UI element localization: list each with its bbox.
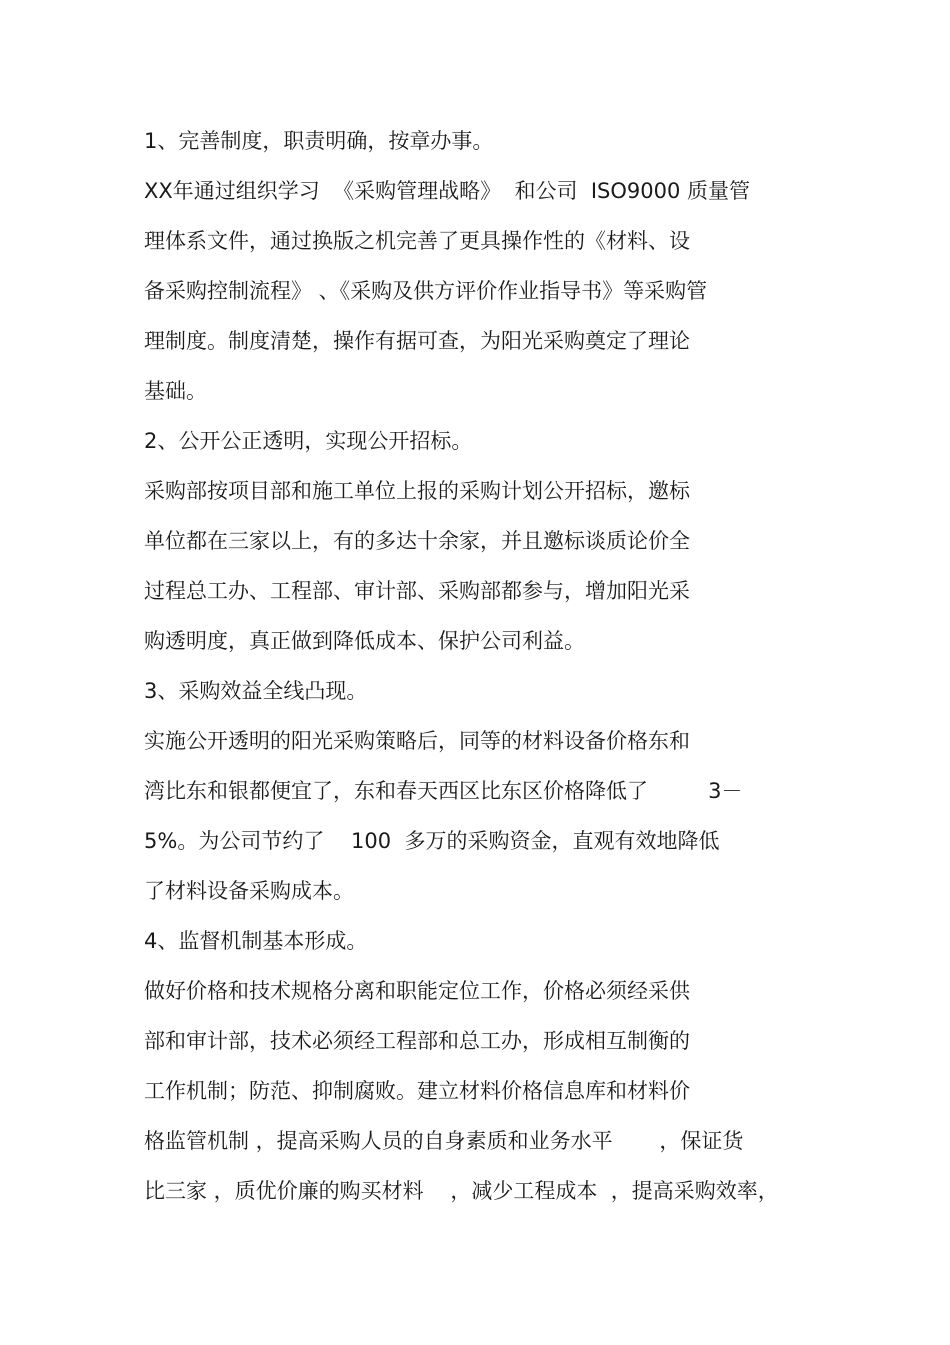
paragraph-line: 5%。为公司节约了 100 多万的采购资金，直观有效地降低 [144,829,720,853]
paragraph-line: 单位都在三家以上，有的多达十余家，并且邀标谈质论价全 [144,529,690,553]
paragraph-line: XX年通过组织学习 《采购管理战略》 和公司 ISO9000 质量管 [144,179,750,203]
section-heading-1: 1、完善制度，职责明确，按章办事。 [144,129,494,153]
paragraph-line: 比三家 ，质优价廉的购买材料 ，减少工程成本 ，提高采购效率， [144,1179,779,1203]
paragraph-line: 购透明度，真正做到降低成本、保护公司利益。 [144,629,585,653]
paragraph-line: 实施公开透明的阳光采购策略后，同等的材料设备价格东和 [144,729,690,753]
paragraph-line: 工作机制；防范、抑制腐败。建立材料价格信息库和材料价 [144,1079,690,1103]
section-heading-2: 2、公开公正透明，实现公开招标。 [144,429,473,453]
paragraph-line: 过程总工办、工程部、审计部、采购部都参与，增加阳光采 [144,579,690,603]
paragraph-line: 格监管机制 ，提高采购人员的自身素质和业务水平 ，保证货 [144,1129,744,1153]
document-body [144,116,810,1216]
section-heading-4: 4、监督机制基本形成。 [144,929,368,953]
paragraph-line: 备采购控制流程》 、《采购及供方评价作业指导书》等采购管 [144,279,708,303]
paragraph-line: 理制度。制度清楚，操作有据可查，为阳光采购奠定了理论 [144,329,690,353]
paragraph-line: 湾比东和银都便宜了，东和春天西区比东区价格降低了 3－ [144,779,743,803]
paragraph-line: 理体系文件，通过换版之机完善了更具操作性的《材料、设 [144,229,690,253]
paragraph-line: 采购部按项目部和施工单位上报的采购计划公开招标，邀标 [144,479,690,503]
paragraph-line: 基础。 [144,379,207,403]
paragraph-line: 部和审计部，技术必须经工程部和总工办，形成相互制衡的 [144,1029,690,1053]
section-heading-3: 3、采购效益全线凸现。 [144,679,368,703]
paragraph-line: 做好价格和技术规格分离和职能定位工作，价格必须经采供 [144,979,690,1003]
paragraph-line: 了材料设备采购成本。 [144,879,354,903]
